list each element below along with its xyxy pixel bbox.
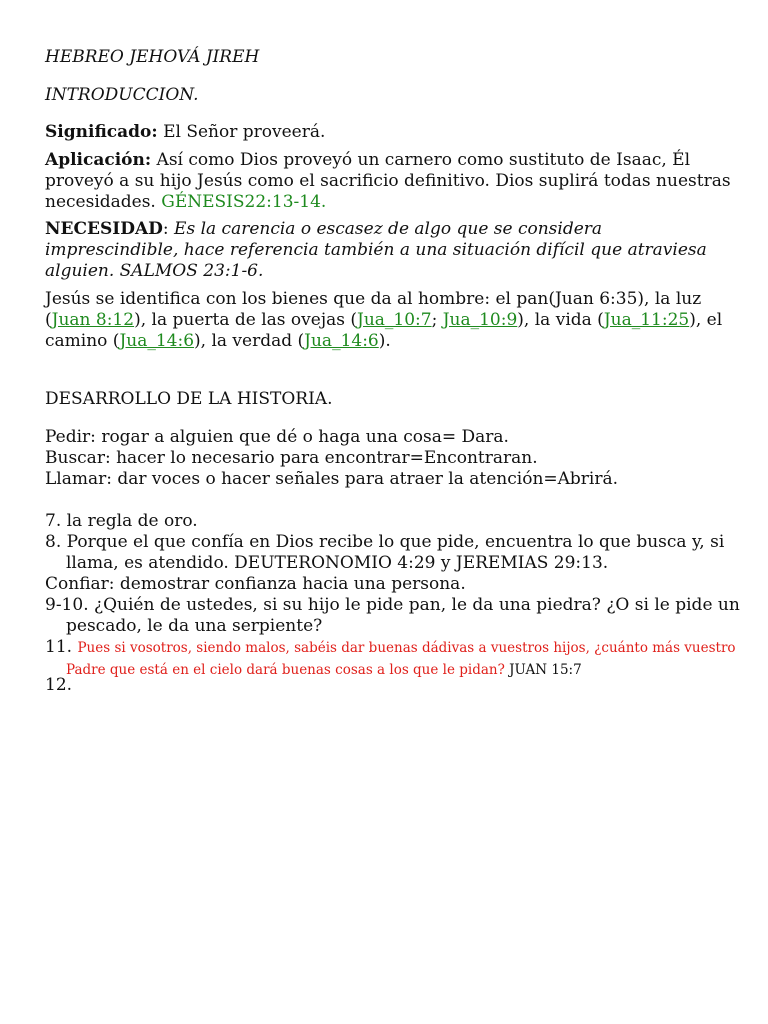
desarrollo-heading: DESARROLLO DE LA HISTORIA. bbox=[45, 389, 333, 409]
definition-buscar: Buscar: hacer lo necesario para encontrar=Encontraran. bbox=[45, 448, 538, 468]
aplicacion-label: Aplicación: bbox=[45, 150, 152, 170]
verse-8: 8. Porque el que confía en Dios recibe lo que pide, encuentra lo que busca y, si llama, es atendido. DEUTERONOMIO 4:29 y JEREMIAS 29:13. bbox=[45, 532, 725, 573]
verse-9-10: 9-10. ¿Quién de ustedes, si su hijo le pide pan, le da una piedra? ¿O si le pide un pescado, le da una serpiente? bbox=[45, 595, 740, 636]
jesus-paragraph bbox=[45, 289, 735, 352]
significado-paragraph bbox=[45, 122, 735, 143]
document-title: HEBREO JEHOVÁ JIREH bbox=[45, 47, 260, 67]
jesus-text-3: ; bbox=[431, 310, 443, 330]
jesus-text-1: Jesús se identifica con los bienes que da al hombre: el pan(Juan 6:35), la luz ( bbox=[45, 289, 702, 330]
verse-7: 7. la regla de oro. bbox=[45, 511, 198, 531]
necesidad-colon: : bbox=[162, 219, 175, 239]
necesidad-text: Es la carencia o escasez de algo que se considera imprescindible, hace referencia también a una situación difícil que atraviesa alguien. SALMOS 23:1-6. bbox=[45, 219, 707, 281]
link-jua-10-7[interactable]: Jua_10:7 bbox=[357, 310, 432, 330]
significado-label: Significado: bbox=[45, 122, 158, 142]
definitions-block bbox=[45, 427, 735, 490]
link-jua-11-25[interactable]: Jua_11:25 bbox=[603, 310, 690, 330]
link-jua-14-6-camino[interactable]: Jua_14:6 bbox=[119, 331, 195, 351]
juan-15-7-reference: JUAN 15:7 bbox=[504, 662, 582, 678]
verse-11-number: 11. bbox=[45, 637, 73, 657]
significado-text: El Señor proveerá. bbox=[157, 122, 326, 142]
genesis-reference: GÉNESIS22:13-14. bbox=[155, 192, 327, 212]
verse-12: 12. bbox=[45, 675, 73, 695]
jesus-text-2: ), la puerta de las ovejas ( bbox=[134, 310, 357, 330]
link-juan-8-12[interactable]: Juan 8:12 bbox=[51, 310, 135, 330]
necesidad-label: NECESIDAD bbox=[45, 219, 163, 239]
jesus-text-7: ). bbox=[378, 331, 391, 351]
confiar-definition: Confiar: demostrar confianza hacia una persona. bbox=[45, 574, 466, 594]
intro-heading: INTRODUCCION. bbox=[45, 85, 199, 105]
necesidad-paragraph bbox=[45, 219, 735, 282]
verse-11-quote: Pues si vosotros, siendo malos, sabéis dar buenas dádivas a vuestros hijos, ¿cuánto más vuestro Padre que está en el cielo dará buenas cosas a los que le pidan? bbox=[66, 640, 736, 678]
link-jua-10-9[interactable]: Jua_10:9 bbox=[442, 310, 518, 330]
link-jua-14-6-verdad[interactable]: Jua_14:6 bbox=[304, 331, 379, 351]
jesus-text-5: ), el camino ( bbox=[45, 310, 723, 351]
aplicacion-paragraph bbox=[45, 150, 735, 213]
aplicacion-text: Así como Dios proveyó un carnero como sustituto de Isaac, Él proveyó a su hijo Jesús como el sacrificio definitivo. Dios suplirá todas nuestras necesidades. bbox=[45, 150, 731, 212]
definition-llamar: Llamar: dar voces o hacer señales para atraer la atención=Abrirá. bbox=[45, 469, 619, 489]
definition-pedir: Pedir: rogar a alguien que dé o haga una cosa= Dara. bbox=[45, 427, 509, 447]
jesus-text-6: ), la verdad ( bbox=[194, 331, 305, 351]
jesus-text-4: ), la vida ( bbox=[517, 310, 604, 330]
